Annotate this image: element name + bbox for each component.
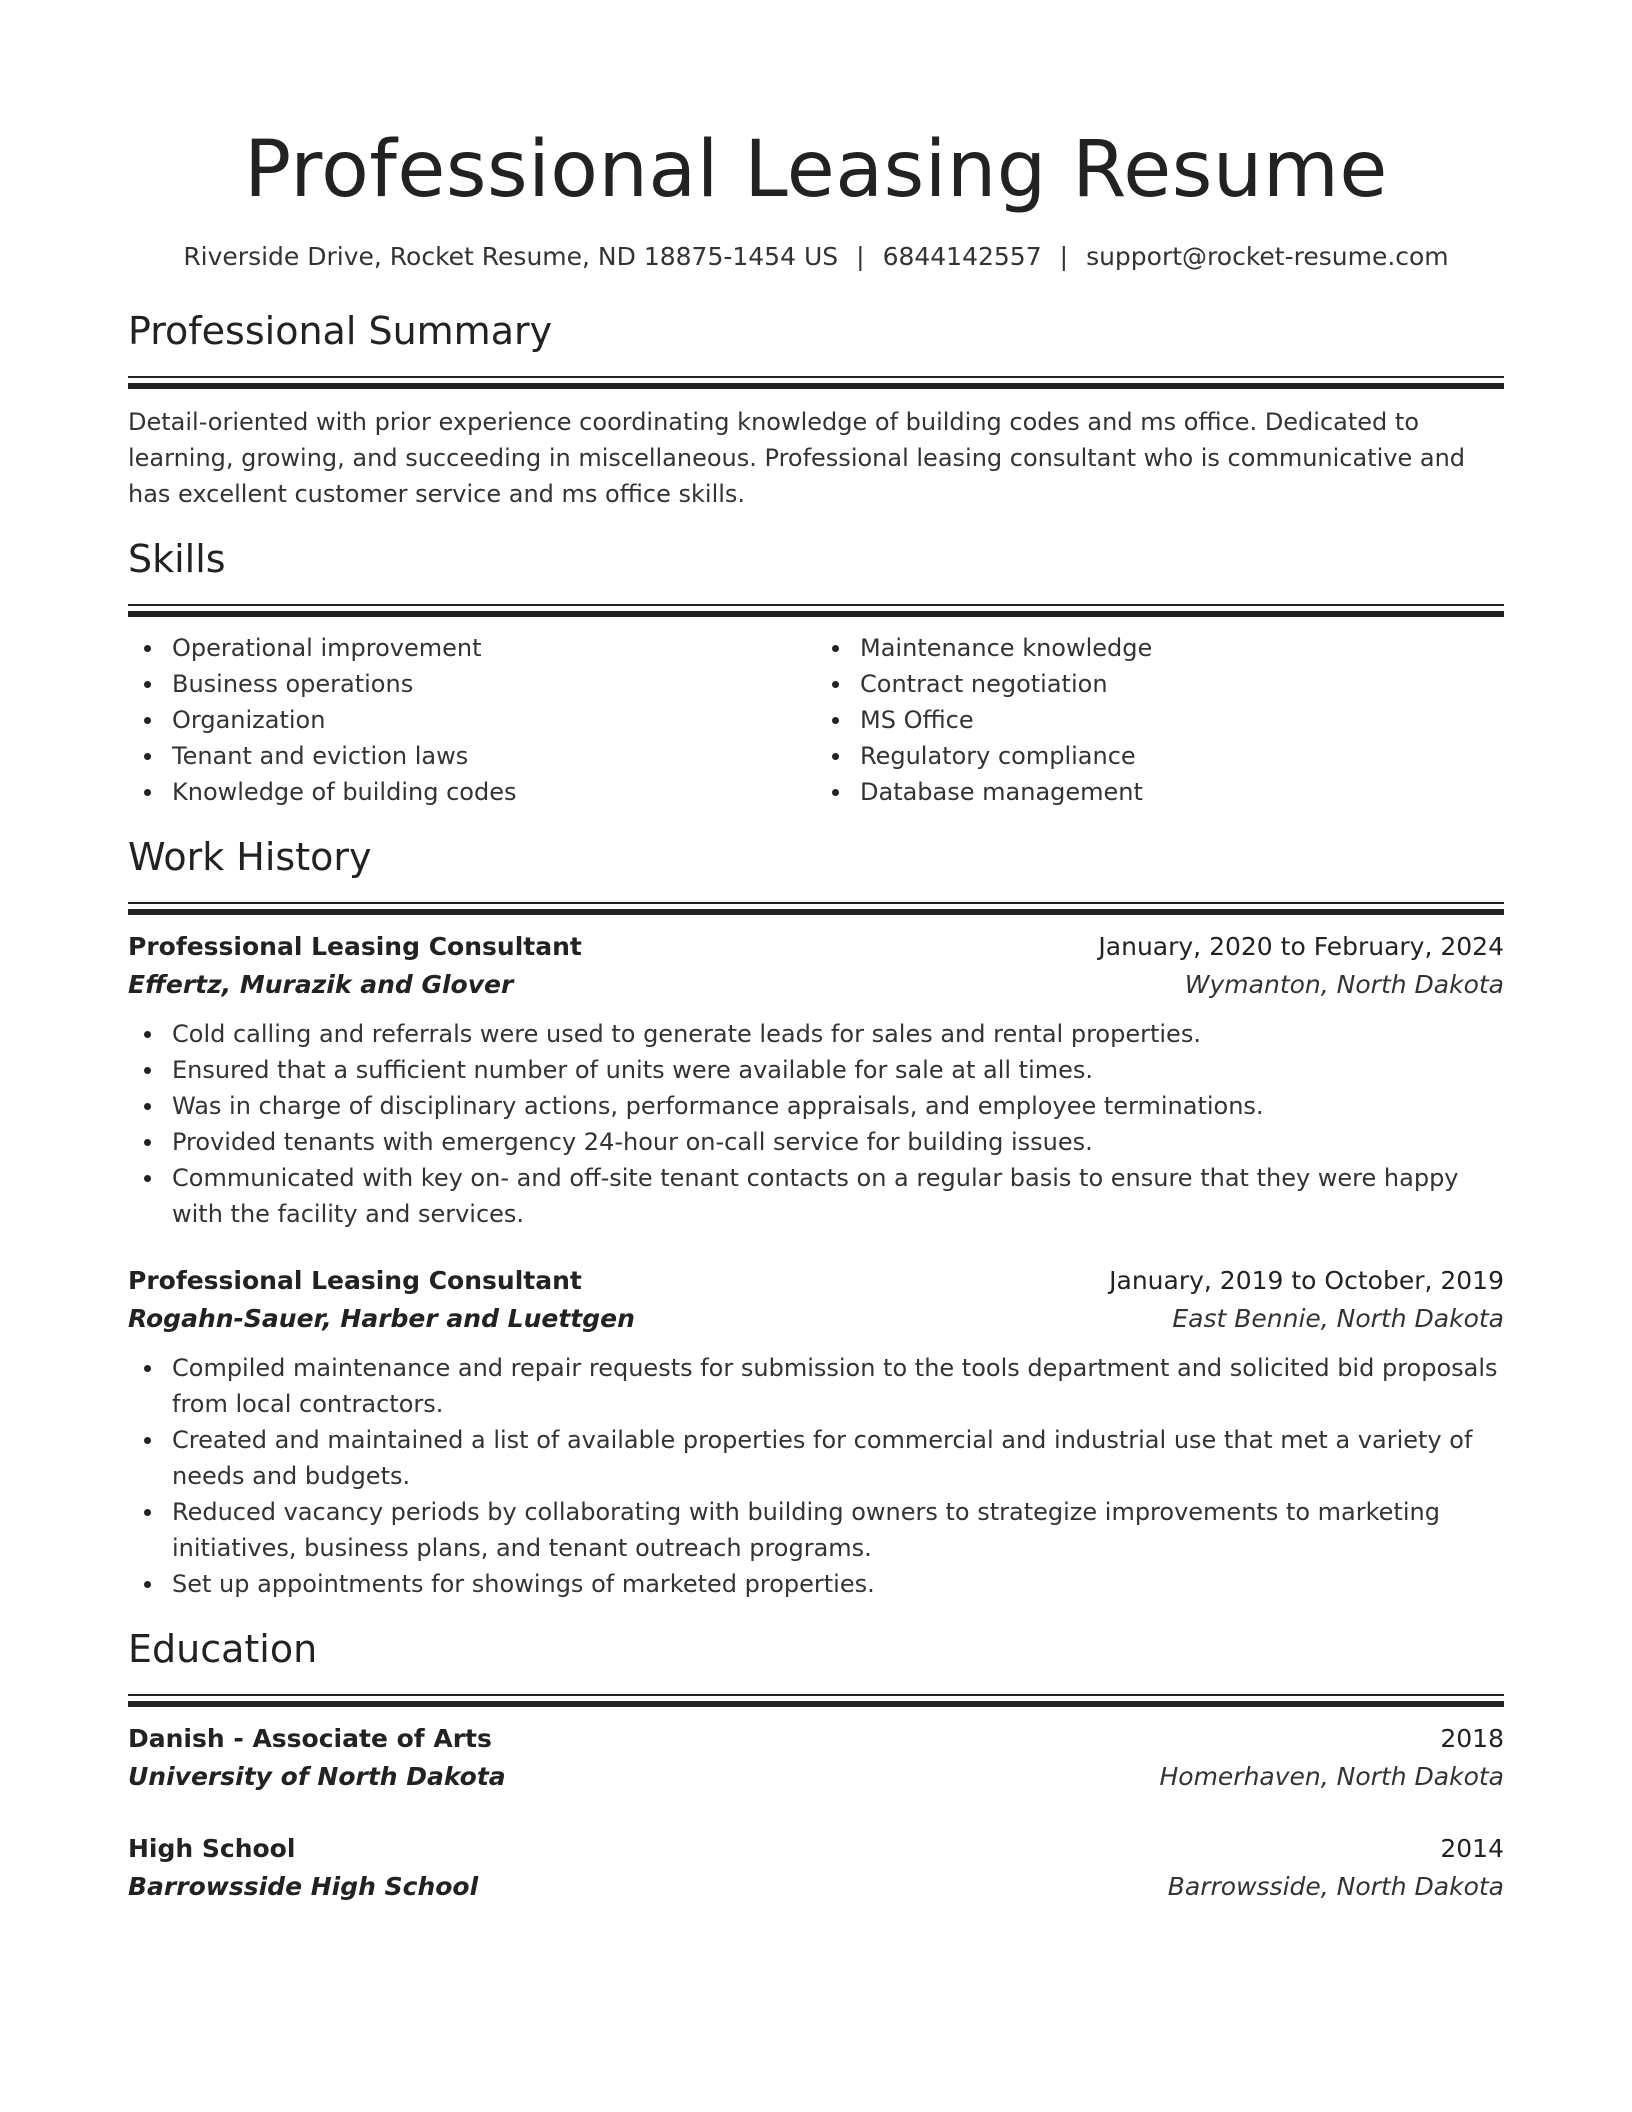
- skill-item: Regulatory compliance: [860, 738, 1504, 774]
- job-bullet: Compiled maintenance and repair requests for submission to the tools department and solicited bid proposals from local contractors.: [172, 1350, 1504, 1422]
- job-bullet: Set up appointments for showings of marketed properties.: [172, 1566, 1504, 1602]
- skill-item: Contract negotiation: [860, 666, 1504, 702]
- degree: High School: [128, 1834, 296, 1863]
- job-location: East Bennie, North Dakota: [1172, 1304, 1504, 1333]
- job-bullet: Was in charge of disciplinary actions, performance appraisals, and employee terminations.: [172, 1088, 1504, 1124]
- job-location: Wymanton, North Dakota: [1184, 970, 1504, 999]
- education-section: [128, 1624, 1504, 1906]
- contact-separator: |: [1059, 242, 1069, 271]
- contact-line: [128, 240, 1504, 274]
- job-title: Professional Leasing Consultant: [128, 1266, 582, 1295]
- section-divider: [128, 604, 1504, 616]
- job-bullet: Cold calling and referrals were used to generate leads for sales and rental properties.: [172, 1016, 1504, 1052]
- school-location: Barrowsside, North Dakota: [1167, 1872, 1504, 1901]
- job-dates: January, 2019 to October, 2019: [1109, 1266, 1504, 1295]
- skills-column-left: [128, 630, 816, 810]
- section-heading-summary: Professional Summary: [128, 309, 553, 353]
- graduation-year: 2014: [1440, 1834, 1504, 1863]
- job-bullets: [128, 1016, 1504, 1232]
- contact-email[interactable]: support@rocket-resume.com: [1086, 242, 1449, 271]
- section-heading-skills: Skills: [128, 537, 226, 581]
- job-title: Professional Leasing Consultant: [128, 932, 582, 961]
- section-divider: [128, 902, 1504, 914]
- job-bullets: [128, 1350, 1504, 1602]
- summary-text: Detail-oriented with prior experience coordinating knowledge of building codes and ms office. Dedicated to learning, growing, and succeeding in miscellaneous. Professional leasing consultant who is communicative and has excellent customer service and ms office skills.: [128, 408, 1466, 508]
- education-entry: [128, 1720, 1504, 1796]
- company-name: Rogahn-Sauer, Harber and Luettgen: [128, 1304, 635, 1333]
- school-location: Homerhaven, North Dakota: [1159, 1762, 1504, 1791]
- section-heading-work: Work History: [128, 835, 372, 879]
- job-bullet: Created and maintained a list of available properties for commercial and industrial use that met a variety of needs and budgets.: [172, 1422, 1504, 1494]
- job-bullet: Provided tenants with emergency 24-hour on-call service for building issues.: [172, 1124, 1504, 1160]
- education-entry: [128, 1830, 1504, 1906]
- graduation-year: 2018: [1440, 1724, 1504, 1753]
- school-name: University of North Dakota: [128, 1762, 506, 1791]
- summary-section: [128, 306, 1504, 512]
- resume-title: Professional Leasing Resume: [244, 125, 1388, 215]
- skills-section: [128, 534, 1504, 810]
- school-name: Barrowsside High School: [128, 1872, 479, 1901]
- job-entry: [128, 928, 1504, 1232]
- skill-item: Tenant and eviction laws: [172, 738, 816, 774]
- skill-item: Database management: [860, 774, 1504, 810]
- skill-item: Business operations: [172, 666, 816, 702]
- skill-item: Organization: [172, 702, 816, 738]
- degree: Danish - Associate of Arts: [128, 1724, 492, 1753]
- contact-separator: |: [856, 242, 865, 271]
- job-bullet: Reduced vacancy periods by collaborating with building owners to strategize improvements to marketing initiatives, business plans, and tenant outreach programs.: [172, 1494, 1504, 1566]
- section-heading-education: Education: [128, 1627, 318, 1671]
- skills-column-right: [816, 630, 1504, 810]
- section-divider: [128, 1694, 1504, 1706]
- job-bullet: Ensured that a sufficient number of units were available for sale at all times.: [172, 1052, 1504, 1088]
- skill-item: Knowledge of building codes: [172, 774, 816, 810]
- skill-item: Operational improvement: [172, 630, 816, 666]
- skill-item: Maintenance knowledge: [860, 630, 1504, 666]
- skills-list: [128, 630, 1504, 810]
- job-dates: January, 2020 to February, 2024: [1098, 932, 1504, 961]
- company-name: Effertz, Murazik and Glover: [128, 970, 514, 999]
- job-entry: [128, 1262, 1504, 1602]
- job-bullet: Communicated with key on- and off-site tenant contacts on a regular basis to ensure that they were happy with the facility and services.: [172, 1160, 1504, 1232]
- contact-phone: 6844142557: [882, 242, 1042, 271]
- skill-item: MS Office: [860, 702, 1504, 738]
- work-history-section: [128, 832, 1504, 1602]
- contact-address: Riverside Drive, Rocket Resume, ND 18875-1454 US: [183, 242, 839, 271]
- section-divider: [128, 376, 1504, 388]
